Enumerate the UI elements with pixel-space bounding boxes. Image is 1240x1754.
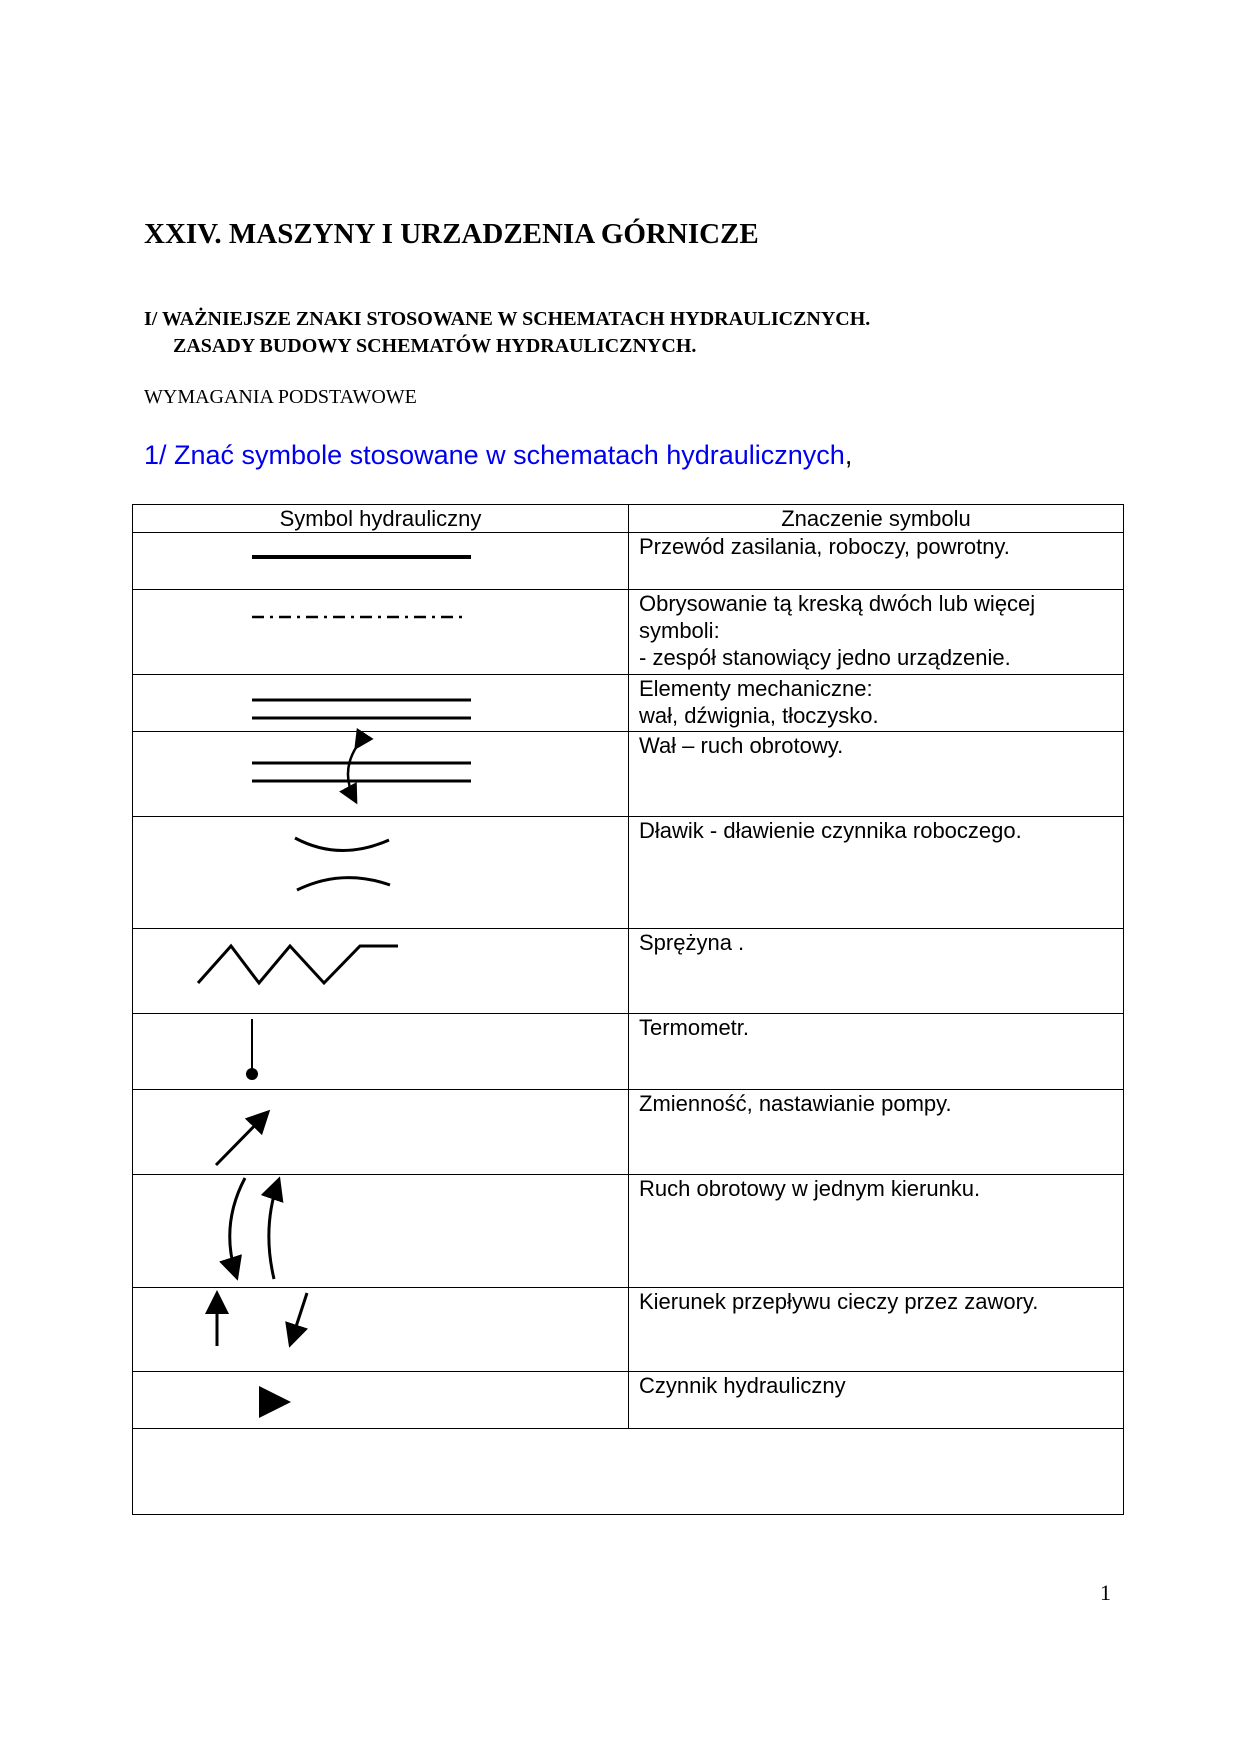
requirement-point-1-text: 1/ Znać symbole stosowane w schematach hydraulicznych [144, 440, 845, 470]
meaning-line: Obrysowanie tą kreską dwóch lub więcej [639, 591, 1036, 616]
empty-cell [133, 1429, 1124, 1515]
meaning-cell [629, 817, 1124, 929]
meaning-line: Termometr. [639, 1015, 750, 1040]
meaning-line: Ruch obrotowy w jednym kierunku. [639, 1176, 981, 1201]
meaning-cell [629, 675, 1124, 732]
requirement-point-1 [144, 440, 852, 471]
table-header-row [133, 505, 1124, 533]
symbol-cell-variability-arrow [133, 1090, 629, 1175]
table-row [133, 533, 1124, 590]
table-row [133, 1288, 1124, 1372]
page-title: XXIV. MASZYNY I URZADZENIA GÓRNICZE [144, 218, 759, 250]
requirements-label: WYMAGANIA PODSTAWOWE [144, 386, 417, 408]
meaning-cell [629, 929, 1124, 1014]
table-row [133, 675, 1124, 732]
requirement-point-1-suffix: , [844, 440, 853, 470]
meaning-line: wał, dźwignia, tłoczysko. [639, 703, 879, 728]
table-row [133, 590, 1124, 675]
meaning-line: Wał – ruch obrotowy. [639, 733, 844, 758]
table-row [133, 1175, 1124, 1288]
meaning-cell [629, 1175, 1124, 1288]
symbol-cell-rotation-one-direction [133, 1175, 629, 1288]
symbol-cell-throttle [133, 817, 629, 929]
header-symbol: Symbol hydrauliczny [133, 505, 629, 533]
symbols-table [132, 504, 1124, 1515]
meaning-line: Przewód zasilania, roboczy, powrotny. [639, 534, 1010, 559]
symbol-cell-spring [133, 929, 629, 1014]
meaning-line: Zmienność, nastawianie pompy. [639, 1091, 952, 1116]
empty-row [133, 1429, 1124, 1515]
table-row [133, 929, 1124, 1014]
symbol-cell-shaft-rotation [133, 732, 629, 817]
table-row [133, 817, 1124, 929]
table-row [133, 1372, 1124, 1429]
symbol-cell-double-line [133, 675, 629, 732]
meaning-cell [629, 533, 1124, 590]
meaning-cell [629, 590, 1124, 675]
meaning-cell [629, 1014, 1124, 1090]
meaning-line: Kierunek przepływu cieczy przez zawory. [639, 1289, 1039, 1314]
meaning-line: Dławik - dławienie czynnika roboczego. [639, 818, 1022, 843]
table-row [133, 1090, 1124, 1175]
header-meaning: Znaczenie symbolu [629, 505, 1124, 533]
meaning-cell [629, 1372, 1124, 1429]
meaning-cell [629, 732, 1124, 817]
symbol-cell-dash-dot-line [133, 590, 629, 675]
meaning-line: Czynnik hydrauliczny [639, 1373, 846, 1398]
symbol-cell-thermometer [133, 1014, 629, 1090]
symbol-cell-hydraulic-medium-triangle [133, 1372, 629, 1429]
meaning-cell [629, 1288, 1124, 1372]
section-heading-line2: ZASADY BUDOWY SCHEMATÓW HYDRAULICZNYCH. [173, 335, 697, 357]
table-row [133, 1014, 1124, 1090]
meaning-line: Elementy mechaniczne: [639, 676, 873, 701]
meaning-cell [629, 1090, 1124, 1175]
table-row [133, 732, 1124, 817]
meaning-line: - zespół stanowiący jedno urządzenie. [639, 645, 1011, 670]
meaning-line: Sprężyna . [639, 930, 745, 955]
page-number: 1 [1100, 1580, 1111, 1605]
meaning-line: symboli: [639, 618, 720, 643]
symbol-cell-solid-line [133, 533, 629, 590]
section-heading-line1: I/ WAŻNIEJSZE ZNAKI STOSOWANE W SCHEMATACH HYDRAULICZNYCH. [144, 308, 871, 330]
symbol-cell-flow-direction [133, 1288, 629, 1372]
